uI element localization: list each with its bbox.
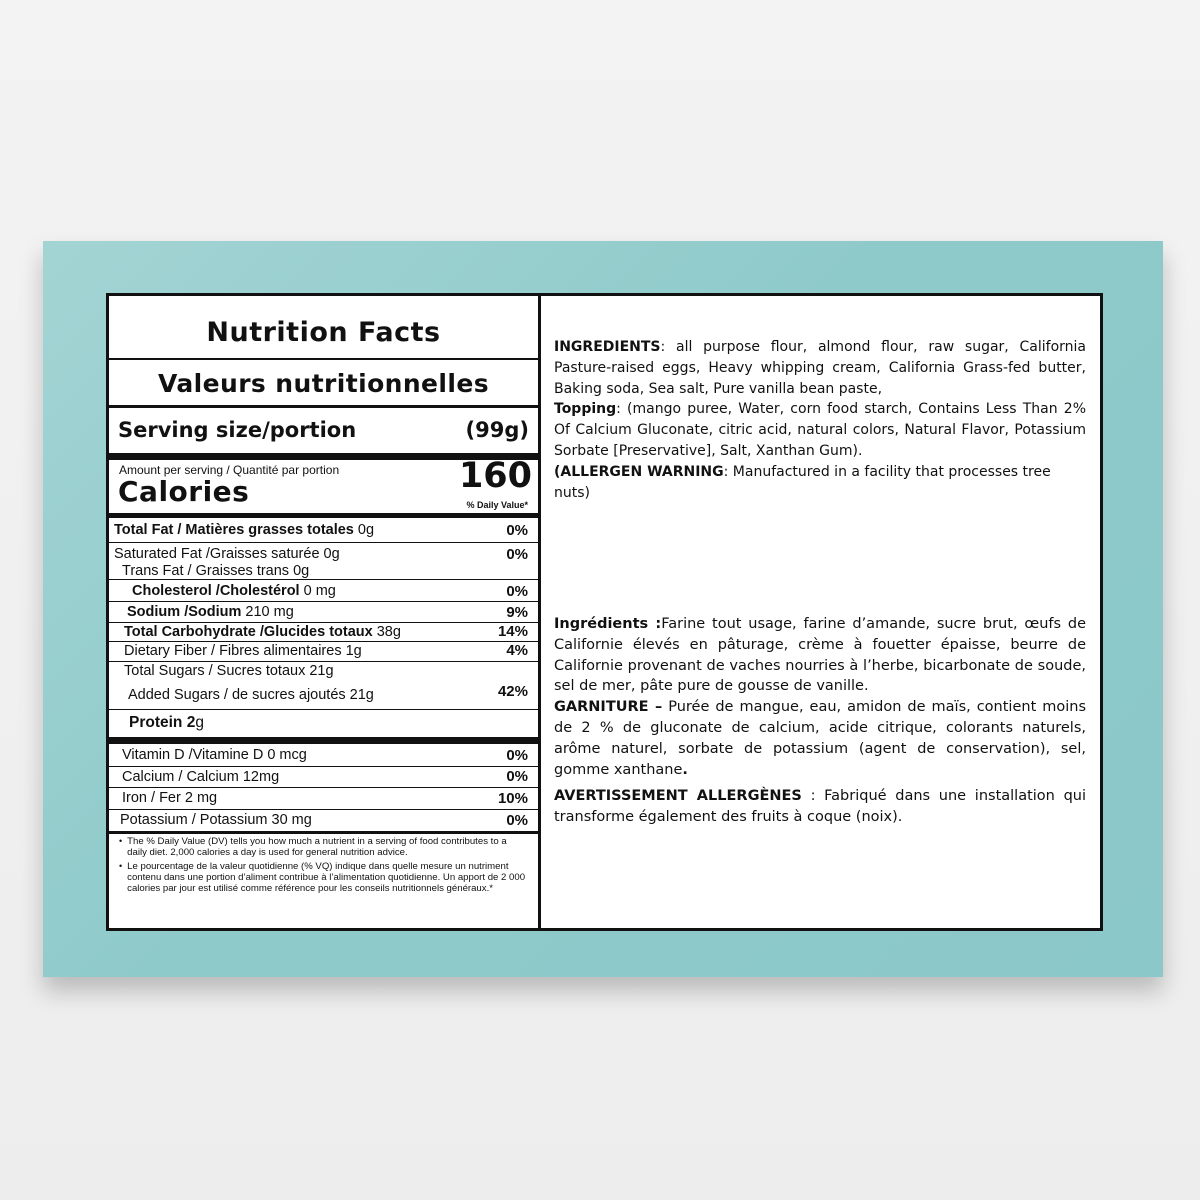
mineral-name: Calcium / Calcium 12mg <box>122 768 280 785</box>
footnote-text-fr: Le pourcentage de la valeur quotidienne (% VQ) indique dans quelle mesure un nutriment contenu dans une portion d’aliment contribue à l’alimentation quotidienne. Un apport de 2 000 calories par jour est utilisé comme référence pour les conseils nutritionnels généraux.* <box>127 861 526 894</box>
mineral-name: Vitamin D /Vitamine D 0 mcg <box>122 747 307 763</box>
nutrient-name: Total Fat / Matières grasses totales <box>114 522 354 538</box>
footnote-fr <box>119 861 528 894</box>
footnote <box>119 836 528 894</box>
serving-size <box>112 408 535 452</box>
nutrient-row-protein <box>112 710 535 736</box>
rule <box>109 358 538 360</box>
nutrition-title: Nutrition Facts <box>206 316 441 348</box>
nutrient-row-total-fat <box>112 518 535 542</box>
nutrient-pct: 4% <box>506 642 528 659</box>
thick-rule <box>109 737 538 744</box>
panel-divider <box>538 296 541 928</box>
nutrient-name: Dietary Fiber / Fibres alimentaires 1g <box>124 642 362 659</box>
nutrient-row-total-sugars <box>112 661 535 681</box>
calories-label: Calories <box>118 475 250 508</box>
garniture-text: Purée de mangue, eau, amidon de maïs, contient moins de 2 % de gluconate de calcium, acide citrique, colorants naturels, arôme naturel, sorbate de potassium (agent de conservation), sel, gomme xanthane <box>554 699 1086 778</box>
ingredients-heading: INGREDIENTS <box>554 339 661 355</box>
allergen-fr-text: : Fabriqué dans une installation qui transforme également des fruits à coque (noix). <box>554 788 1086 826</box>
nutrient-name: Protein 2 <box>129 714 196 731</box>
ingredients-en <box>554 337 1086 503</box>
garniture-period: . <box>682 761 688 778</box>
ingredients-fr-heading: Ingrédients : <box>554 616 662 632</box>
mineral-pct: 0% <box>506 768 528 785</box>
rule <box>109 579 538 580</box>
topping-text: : (mango puree, Water, corn food starch, Contains Less Than 2% Of Calcium Gluconate, citric acid, natural colors, Natural Flavor, Potassium Sorbate [Preservative], Salt, Xanthan Gum). <box>554 401 1086 459</box>
nutrient-name: Cholesterol /Cholestérol <box>132 583 300 599</box>
nutrient-amount: g <box>195 714 204 731</box>
allergen-fr-heading: AVERTISSEMENT ALLERGÈNES <box>554 788 802 805</box>
mineral-row-potassium <box>112 809 535 831</box>
mineral-pct: 10% <box>497 789 528 807</box>
nutrient-amount: 210 mg <box>241 604 294 620</box>
nutrient-name: Saturated Fat /Graisses saturée 0g <box>114 546 340 562</box>
ingredients-fr-paragraph <box>554 614 1086 697</box>
nutrient-pct: 42% <box>497 682 528 700</box>
nutrient-name: Sodium /Sodium <box>127 604 242 620</box>
mineral-name: Potassium / Potassium 30 mg <box>120 812 312 828</box>
daily-value-header: % Daily Value* <box>466 500 528 510</box>
serving-label: Serving size/portion <box>118 418 357 442</box>
nutrient-pct: 9% <box>506 603 528 621</box>
topping-paragraph <box>554 399 1086 461</box>
mineral-row-iron <box>112 787 535 809</box>
mineral-pct: 0% <box>506 746 528 764</box>
topping-heading: Topping <box>554 401 617 418</box>
nutrient-name: Total Carbohydrate /Glucides totaux <box>124 623 373 640</box>
ingredients-fr-text: Farine tout usage, farine d’amande, sucre brut, œufs de Californie élevés en pâturage, crème à fouetter épaisse, beurre de Californie provenant de vaches nourries à l’herbe, bicarbonate de soude, sel de mer, pâte pure de gousse de vanille. <box>554 616 1086 695</box>
nutrient-row-cholesterol <box>112 581 535 601</box>
allergen-heading: (ALLERGEN WARNING <box>554 463 724 480</box>
allergen-fr-paragraph <box>554 786 1086 828</box>
nutrient-row-fiber <box>112 641 535 660</box>
nutrient-amount: 0g <box>353 522 375 538</box>
nutrient-name: Trans Fat / Graisses trans 0g <box>122 562 310 579</box>
mineral-row-vitamin-d <box>112 744 535 766</box>
nutrient-row-carbohydrate <box>112 622 535 641</box>
nutrient-pct: 14% <box>497 623 528 640</box>
footnote-en <box>119 836 528 858</box>
bullet-icon: • <box>119 836 123 846</box>
nutrient-pct: 0% <box>506 582 528 600</box>
nutrient-amount: 38g <box>372 623 401 640</box>
ingredients-fr <box>554 614 1086 828</box>
nutrition-title-fr: Valeurs nutritionnelles <box>158 368 489 398</box>
calories-value: 160 <box>458 456 532 496</box>
nutrient-row-added-sugars <box>112 682 535 708</box>
mineral-row-calcium <box>112 766 535 787</box>
nutrient-row-trans-fat <box>112 562 535 579</box>
nutrition-facts-panel <box>109 296 538 928</box>
mineral-pct: 0% <box>506 811 528 829</box>
allergen-text: : Manufactured in a facility that processes tree nuts) <box>554 463 1051 501</box>
allergen-paragraph <box>554 462 1086 504</box>
garniture-heading: GARNITURE – <box>554 699 663 716</box>
ingredients-paragraph <box>554 337 1086 399</box>
nutrient-row-sodium <box>112 602 535 622</box>
nutrient-name: Total Sugars / Sucres totaux 21g <box>124 663 334 679</box>
serving-value: (99g) <box>465 418 529 442</box>
nutrient-amount: 0 mg <box>299 583 336 599</box>
rule <box>109 831 538 834</box>
nutrient-pct: 0% <box>506 545 528 563</box>
ingredients-text: : all purpose flour, almond flour, raw sugar, California Pasture-raised eggs, Heavy whipping cream, California Grass-fed butter, Baking soda, Sea salt, Pure vanilla bean paste, <box>554 339 1086 397</box>
garniture-paragraph <box>554 697 1086 780</box>
nutrition-label <box>106 293 1103 931</box>
amount-per-serving: Amount per serving / Quantité par portion <box>119 463 340 477</box>
footnote-text-en: The % Daily Value (DV) tells you how much a nutrient in a serving of food contributes to a daily diet. 2,000 calories a day is used for general nutrition advice. <box>127 836 507 858</box>
mineral-name: Iron / Fer 2 mg <box>122 790 218 806</box>
bullet-icon: • <box>119 861 123 871</box>
nutrient-name: Added Sugars / de sucres ajoutés 21g <box>128 687 374 703</box>
nutrient-pct: 0% <box>506 521 528 539</box>
